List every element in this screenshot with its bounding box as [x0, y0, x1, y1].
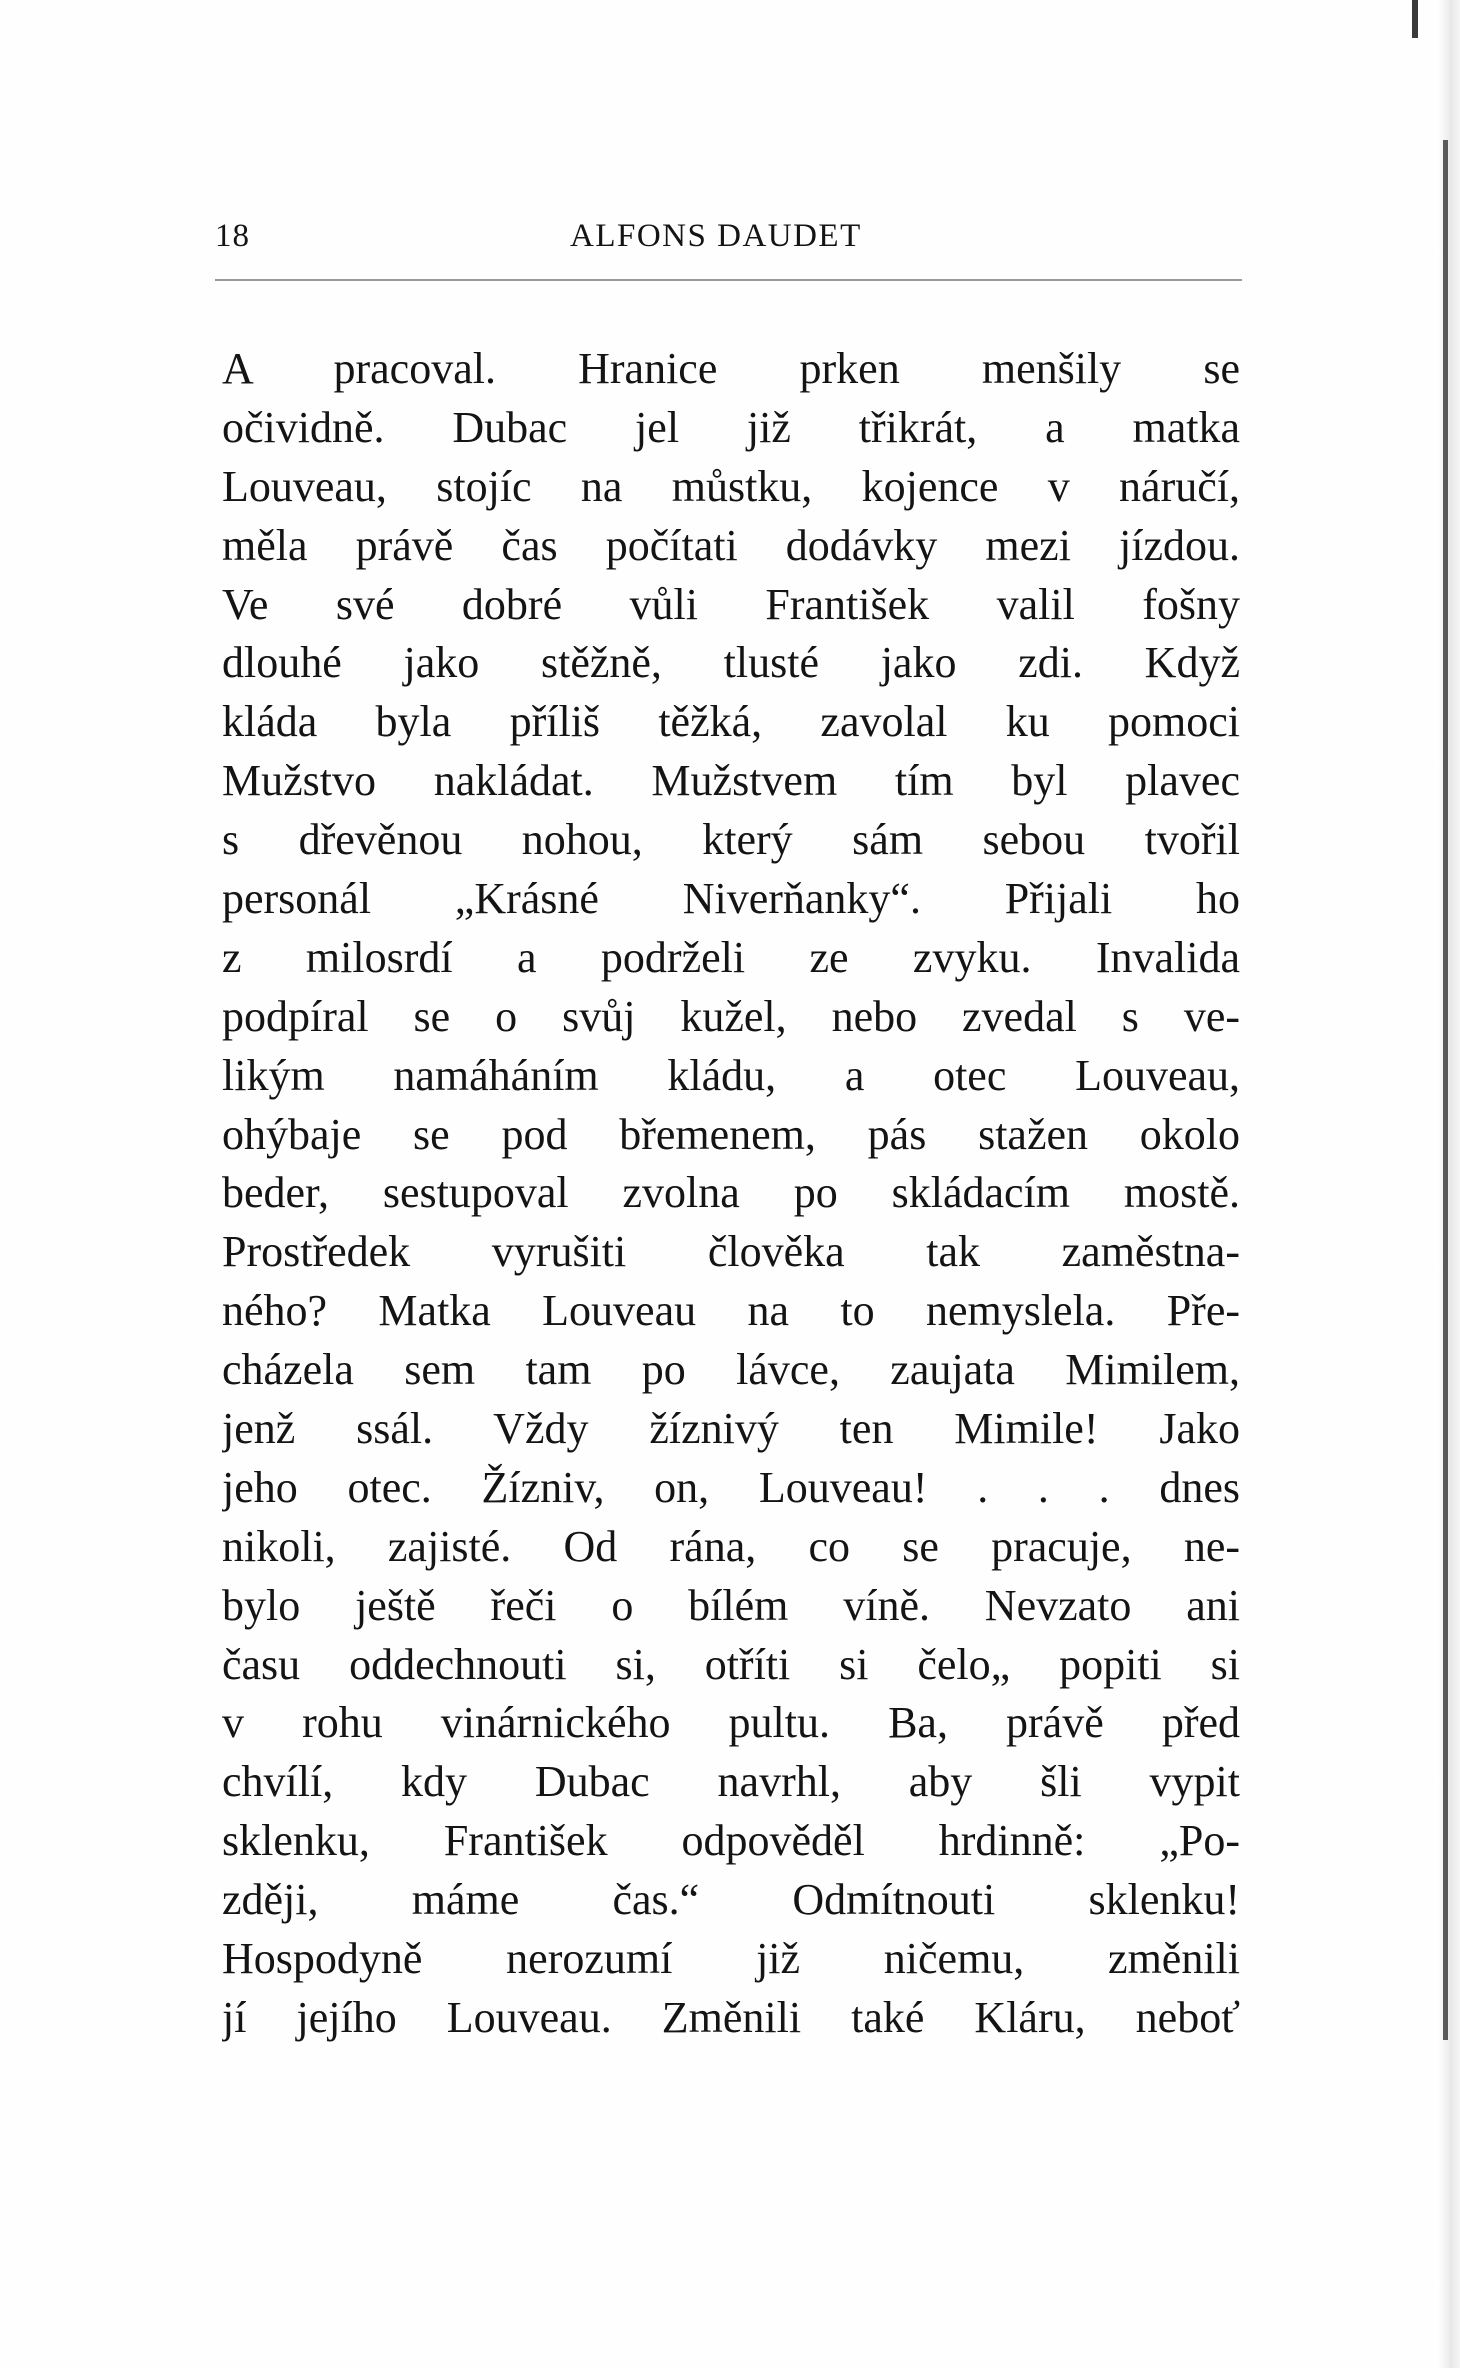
text-line: jí jejího Louveau. Změnili také Kláru, neboť [222, 1992, 1240, 2042]
text-line: bylo ještě řeči o bílém víně. Nevzato ani [222, 1580, 1240, 1630]
text-line: ného? Matka Louveau na to nemyslela. Pře- [222, 1286, 1240, 1336]
text-line: jeho otec. Žízniv, on, Louveau! . . . dnes [222, 1462, 1240, 1512]
text-line: Hospodyně nerozumí již ničemu, změnili [222, 1934, 1240, 1984]
text-line: Louveau, stojíc na můstku, kojence v náručí, [222, 461, 1240, 511]
scan-mark [1412, 0, 1418, 38]
text-line: dlouhé jako stěžně, tlusté jako zdi. Když [222, 638, 1240, 688]
text-line: z milosrdí a podrželi ze zvyku. Invalida [222, 932, 1240, 982]
body-text [222, 340, 1240, 2048]
text-line: s dřevěnou nohou, který sám sebou tvořil [222, 815, 1240, 865]
text-line: očividně. Dubac jel již třikrát, a matka [222, 402, 1240, 452]
text-line: ohýbaje se pod břemenem, pás stažen okolo [222, 1109, 1240, 1159]
text-line: času oddechnouti si, otříti si čelo„ popiti si [222, 1639, 1240, 1689]
text-line: Mužstvo nakládat. Mužstvem tím byl plavec [222, 756, 1240, 806]
text-line: beder, sestupoval zvolna po skládacím mostě. [222, 1168, 1240, 1218]
text-line: jenž ssál. Vždy žíznivý ten Mimile! Jako [222, 1404, 1240, 1454]
text-line: chvílí, kdy Dubac navrhl, aby šli vypit [222, 1757, 1240, 1807]
text-line: měla právě čas počítati dodávky mezi jízdou. [222, 520, 1240, 570]
text-line: kláda byla příliš těžká, zavolal ku pomoci [222, 697, 1240, 747]
text-line: personál „Krásné Niverňanky“. Přijali ho [222, 874, 1240, 924]
text-line: Prostředek vyrušiti člověka tak zaměstna- [222, 1227, 1240, 1277]
binding-shadow [1443, 140, 1448, 2040]
text-line: likým namáháním kládu, a otec Louveau, [222, 1050, 1240, 1100]
text-line: nikoli, zajisté. Od rána, co se pracuje, ne- [222, 1521, 1240, 1571]
page-header [215, 218, 1242, 278]
text-line: cházela sem tam po lávce, zaujata Mimilem, [222, 1345, 1240, 1395]
text-line: podpíral se o svůj kužel, nebo zvedal s ve- [222, 991, 1240, 1041]
page-edge [1438, 0, 1460, 2368]
header-rule [215, 279, 1242, 281]
text-line: zději, máme čas.“ Odmítnouti sklenku! [222, 1875, 1240, 1925]
text-line: Ve své dobré vůli František valil fošny [222, 579, 1240, 629]
page-number: 18 [215, 218, 250, 254]
text-line: v rohu vinárnického pultu. Ba, právě před [222, 1698, 1240, 1748]
text-line: sklenku, František odpověděl hrdinně: „Po- [222, 1816, 1240, 1866]
running-title: ALFONS DAUDET [570, 218, 862, 254]
text-line: A pracoval. Hranice prken menšily se [222, 344, 1240, 393]
